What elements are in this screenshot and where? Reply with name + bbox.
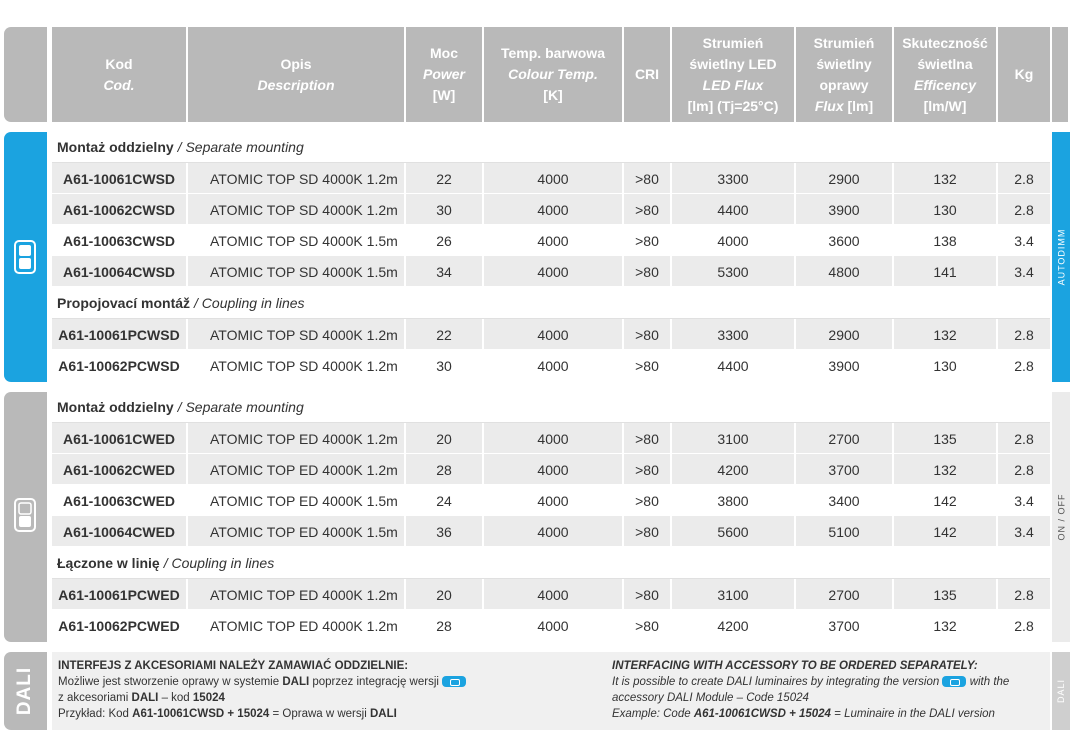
cell-desc: ATOMIC TOP ED 4000K 1.2m — [188, 579, 406, 610]
cell-desc: ATOMIC TOP SD 4000K 1.2m — [188, 350, 406, 381]
dali-pl-bold: DALI — [369, 708, 397, 720]
col-header-efficacy-pl1: Skuteczność — [902, 34, 988, 51]
cell-power: 30 — [406, 350, 484, 381]
dali-pl-bold: DALI — [282, 676, 310, 688]
dali-en-line3 — [612, 706, 1048, 722]
dali-pl-line3 — [58, 706, 598, 722]
dali-en-text: with the — [969, 676, 1010, 688]
dali-side-label: DALI — [14, 666, 36, 716]
table-row — [52, 350, 1050, 381]
cell-led-flux: 4400 — [672, 194, 796, 225]
col-header-temp-en: Colour Temp. — [508, 66, 598, 82]
cell-power: 24 — [406, 485, 484, 516]
cell-cri: >80 — [624, 319, 672, 350]
ed-side-label-wrap — [1052, 392, 1070, 642]
cell-power: 20 — [406, 423, 484, 454]
cell-desc: ATOMIC TOP ED 4000K 1.5m — [188, 516, 406, 547]
col-header-power-unit: [W] — [432, 87, 456, 103]
cell-power: 20 — [406, 579, 484, 610]
cell-code: A61-10061CWSD — [52, 163, 188, 194]
cell-temp: 4000 — [484, 579, 624, 610]
col-header-temp-pl: Temp. barwowa — [501, 45, 605, 61]
dali-note-en — [612, 658, 1048, 722]
cell-led-flux: 4400 — [672, 350, 796, 381]
dali-en-text: = Luminaire in the DALI version — [834, 708, 995, 720]
sd-mini-icon — [942, 676, 966, 687]
col-header-led-flux-en: LED Flux — [702, 76, 764, 93]
cell-code: A61-10062PCWED — [52, 610, 188, 641]
cell-lum-flux: 3700 — [796, 454, 894, 485]
dali-pl-line1 — [58, 674, 598, 690]
dali-pl-bold: A61-10061CWSD + 15024 — [132, 708, 270, 720]
sd-side-label: AUTODIMM — [1056, 228, 1066, 286]
cell-kg: 3.4 — [1014, 263, 1034, 280]
cell-kg: 2.8 — [1014, 201, 1034, 218]
cell-cri: >80 — [624, 485, 672, 516]
cell-desc: ATOMIC TOP SD 4000K 1.2m — [188, 163, 406, 194]
cell-code: A61-10061PCWSD — [52, 319, 188, 350]
cell-desc: ATOMIC TOP SD 4000K 1.5m — [188, 256, 406, 287]
cell-code: A61-10063CWED — [52, 485, 188, 516]
cell-desc: ATOMIC TOP ED 4000K 1.5m — [188, 485, 406, 516]
group-title — [52, 392, 1050, 423]
cell-efficacy: 132 — [894, 454, 998, 485]
dali-pl-text: Możliwe jest stworzenie oprawy w systemie — [58, 676, 280, 688]
table-row — [52, 454, 1050, 485]
cell-desc: ATOMIC TOP SD 4000K 1.2m — [188, 319, 406, 350]
cell-code: A61-10062CWSD — [52, 194, 188, 225]
cell-temp: 4000 — [484, 194, 624, 225]
cell-lum-flux: 2900 — [796, 163, 894, 194]
cell-lum-flux: 3400 — [796, 485, 894, 516]
group-title-pl: Montaż oddzielny — [57, 399, 174, 415]
col-header-lum-flux-unit: [lm] — [847, 97, 874, 114]
cell-cri: >80 — [624, 194, 672, 225]
table-row — [52, 516, 1050, 547]
cell-desc: ATOMIC TOP ED 4000K 1.2m — [188, 454, 406, 485]
dali-en-line1 — [612, 674, 1048, 690]
dali-en-text: Example: Code — [612, 708, 691, 720]
dali-en-line2: accessory DALI Module – Code 15024 — [612, 692, 809, 704]
col-header-power-en: Power — [422, 66, 465, 82]
cell-led-flux: 4000 — [672, 225, 796, 256]
dali-info-box — [52, 652, 1050, 730]
cell-kg: 2.8 — [1014, 461, 1034, 478]
dali-pl-line2 — [58, 690, 598, 706]
cell-led-flux: 5300 — [672, 256, 796, 287]
table-header — [52, 27, 1050, 122]
cell-temp: 4000 — [484, 256, 624, 287]
group-title — [52, 132, 1050, 163]
dali-pl-text: = Oprawa w wersji — [272, 708, 367, 720]
sd-side-label-wrap — [1052, 132, 1070, 382]
col-header-cri — [624, 27, 672, 122]
table-row — [52, 256, 1050, 287]
dali-side-bar — [1052, 652, 1070, 730]
cell-power: 26 — [406, 225, 484, 256]
cell-temp: 4000 — [484, 454, 624, 485]
col-header-desc-pl: Opis — [280, 55, 312, 72]
col-header-desc-en: Description — [257, 76, 335, 93]
cell-cri: >80 — [624, 350, 672, 381]
cell-code: A61-10063CWSD — [52, 225, 188, 256]
cell-desc: ATOMIC TOP SD 4000K 1.5m — [188, 225, 406, 256]
table-row — [52, 423, 1050, 454]
col-header-lum-flux-pl3: oprawy — [819, 76, 869, 93]
dali-pl-bold: 15024 — [192, 692, 225, 704]
cell-led-flux: 3100 — [672, 579, 796, 610]
col-header-temp — [484, 27, 624, 122]
cell-kg: 2.8 — [1014, 170, 1034, 187]
dali-right-label: DALI — [1056, 678, 1067, 704]
dali-en-title: INTERFACING WITH ACCESSORY TO BE ORDERED SEPARATELY: — [612, 660, 978, 672]
cell-temp: 4000 — [484, 225, 624, 256]
sd-badge-icon — [14, 240, 36, 274]
cell-code: A61-10062CWED — [52, 454, 188, 485]
cell-power: 28 — [406, 454, 484, 485]
header-left-cap — [4, 27, 47, 122]
cell-lum-flux: 2700 — [796, 423, 894, 454]
cell-cri: >80 — [624, 516, 672, 547]
cell-temp: 4000 — [484, 610, 624, 641]
cell-temp: 4000 — [484, 319, 624, 350]
cell-led-flux: 4200 — [672, 610, 796, 641]
dali-pl-text: poprzez integrację wersji — [312, 676, 439, 688]
table-row — [52, 610, 1050, 641]
cell-lum-flux: 4800 — [796, 256, 894, 287]
table-row — [52, 485, 1050, 516]
cell-efficacy: 142 — [894, 516, 998, 547]
col-header-lum-flux-en: Flux — [814, 97, 844, 114]
group-title-en: / Coupling in lines — [163, 555, 275, 571]
ed-badge-icon — [14, 498, 36, 532]
dali-pl-title: INTERFEJS Z AKCESORIAMI NALEŻY ZAMAWIAĆ ODDZIELNIE: — [58, 660, 409, 672]
cell-cri: >80 — [624, 225, 672, 256]
col-header-power-pl: Moc — [430, 45, 458, 61]
dali-en-text: It is possible to create DALI luminaires by integrating the version — [612, 676, 940, 688]
sd-side-bar — [1052, 132, 1070, 382]
cell-kg: 2.8 — [1014, 586, 1034, 603]
ed-side-label: ON / OFF — [1056, 493, 1066, 541]
cell-desc: ATOMIC TOP SD 4000K 1.2m — [188, 194, 406, 225]
cell-power: 28 — [406, 610, 484, 641]
col-header-desc — [188, 27, 406, 122]
cell-led-flux: 3100 — [672, 423, 796, 454]
table-row — [52, 319, 1050, 350]
col-header-efficacy-unit: [lm/W] — [923, 97, 967, 114]
cell-efficacy: 135 — [894, 579, 998, 610]
col-header-efficacy — [894, 27, 998, 122]
group-title-en: / Separate mounting — [177, 139, 304, 155]
cell-power: 22 — [406, 163, 484, 194]
cell-lum-flux: 5100 — [796, 516, 894, 547]
cell-efficacy: 135 — [894, 423, 998, 454]
col-header-efficacy-pl2: świetlna — [917, 55, 973, 72]
group-title-pl: Montaż oddzielny — [57, 139, 174, 155]
cell-led-flux: 3800 — [672, 485, 796, 516]
cell-code: A61-10061CWED — [52, 423, 188, 454]
col-header-kg — [998, 27, 1050, 122]
group-title — [52, 288, 1050, 319]
cell-temp: 4000 — [484, 485, 624, 516]
col-header-led-flux — [672, 27, 796, 122]
col-header-lum-flux-pl1: Strumień — [813, 34, 875, 51]
cell-power: 36 — [406, 516, 484, 547]
col-header-lum-flux-pl2: świetlny — [816, 55, 872, 72]
cell-code: A61-10062PCWSD — [52, 350, 188, 381]
cell-efficacy: 142 — [894, 485, 998, 516]
table-row — [52, 163, 1050, 194]
cell-temp: 4000 — [484, 516, 624, 547]
cell-efficacy: 132 — [894, 610, 998, 641]
cell-kg: 2.8 — [1014, 357, 1034, 374]
col-header-led-flux-pl1: Strumień — [702, 34, 764, 51]
cell-temp: 4000 — [484, 163, 624, 194]
cell-cri: >80 — [624, 454, 672, 485]
cell-kg: 2.8 — [1014, 326, 1034, 343]
dali-right-label-wrap — [1052, 652, 1070, 730]
ed-side-bar — [1052, 392, 1070, 642]
dali-pl-bold: DALI — [131, 692, 159, 704]
cell-cri: >80 — [624, 423, 672, 454]
cell-cri: >80 — [624, 610, 672, 641]
header-right-cap — [1052, 27, 1068, 122]
cell-efficacy: 132 — [894, 163, 998, 194]
col-header-led-flux-pl2: świetlny LED — [689, 55, 777, 72]
group-title-pl: Łączone w linię — [57, 555, 160, 571]
col-header-led-flux-unit: [lm] (Tj=25°C) — [687, 97, 779, 114]
cell-power: 22 — [406, 319, 484, 350]
cell-lum-flux: 2900 — [796, 319, 894, 350]
col-header-code-pl: Kod — [105, 55, 133, 72]
sd-mini-icon — [442, 676, 466, 687]
group-title-pl: Propojovací montáž — [57, 295, 191, 311]
cell-efficacy: 132 — [894, 319, 998, 350]
cell-led-flux: 5600 — [672, 516, 796, 547]
cell-lum-flux: 3600 — [796, 225, 894, 256]
cell-cri: >80 — [624, 579, 672, 610]
cell-temp: 4000 — [484, 423, 624, 454]
cell-power: 30 — [406, 194, 484, 225]
group-title — [52, 548, 1050, 579]
dali-pl-text: – kod — [161, 692, 190, 704]
cell-led-flux: 4200 — [672, 454, 796, 485]
cell-code: A61-10061PCWED — [52, 579, 188, 610]
cell-cri: >80 — [624, 256, 672, 287]
table-row — [52, 579, 1050, 610]
cell-efficacy: 141 — [894, 256, 998, 287]
group-title-en: / Coupling in lines — [194, 295, 305, 311]
cell-lum-flux: 3900 — [796, 194, 894, 225]
cell-kg: 2.8 — [1014, 430, 1034, 447]
cell-lum-flux: 3700 — [796, 610, 894, 641]
cell-temp: 4000 — [484, 350, 624, 381]
dali-pl-text: Przykład: Kod — [58, 708, 129, 720]
dali-side-tab — [4, 652, 47, 730]
cell-efficacy: 130 — [894, 194, 998, 225]
cell-cri: >80 — [624, 163, 672, 194]
cell-kg: 3.4 — [1014, 523, 1034, 540]
col-header-cri-pl: CRI — [634, 66, 660, 82]
col-header-power — [406, 27, 484, 122]
cell-power: 34 — [406, 256, 484, 287]
cell-lum-flux: 2700 — [796, 579, 894, 610]
cell-desc: ATOMIC TOP ED 4000K 1.2m — [188, 423, 406, 454]
cell-kg: 3.4 — [1014, 232, 1034, 249]
col-header-efficacy-en: Efficency — [914, 76, 976, 93]
table-row — [52, 225, 1050, 256]
table-row — [52, 194, 1050, 225]
cell-kg: 3.4 — [1014, 492, 1034, 509]
cell-lum-flux: 3900 — [796, 350, 894, 381]
dali-note-pl — [58, 658, 598, 722]
cell-code: A61-10064CWSD — [52, 256, 188, 287]
cell-kg: 2.8 — [1014, 617, 1034, 634]
col-header-code — [52, 27, 188, 122]
cell-desc: ATOMIC TOP ED 4000K 1.2m — [188, 610, 406, 641]
dali-en-bold: A61-10061CWSD + 15024 — [693, 708, 831, 720]
dali-pl-text: z akcesoriami — [58, 692, 129, 704]
group-title-en: / Separate mounting — [177, 399, 304, 415]
cell-efficacy: 138 — [894, 225, 998, 256]
col-header-kg-pl: Kg — [1014, 66, 1034, 82]
cell-efficacy: 130 — [894, 350, 998, 381]
cell-code: A61-10064CWED — [52, 516, 188, 547]
col-header-temp-unit: [K] — [543, 87, 563, 103]
cell-led-flux: 3300 — [672, 163, 796, 194]
col-header-lum-flux — [796, 27, 894, 122]
cell-led-flux: 3300 — [672, 319, 796, 350]
col-header-code-en: Cod. — [103, 76, 135, 93]
